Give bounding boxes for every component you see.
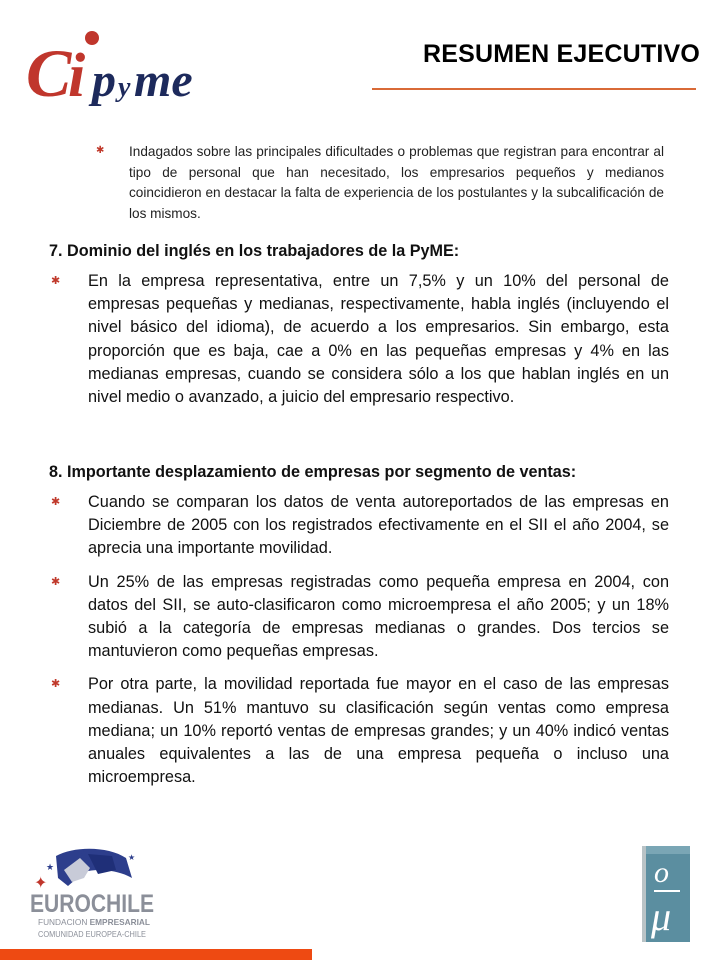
bottom-accent-bar xyxy=(0,949,312,960)
svg-text:★: ★ xyxy=(128,853,136,862)
svg-text:o: o xyxy=(654,856,669,889)
svg-text:★: ★ xyxy=(80,849,88,858)
eurochile-wordmark: EUROCHILE xyxy=(30,890,154,918)
star-bullet-icon: ✱ xyxy=(51,496,61,508)
page-title: RESUMEN EJECUTIVO xyxy=(422,40,700,68)
eurochile-tagline-2: COMUNIDAD EUROPEA-CHILE xyxy=(38,929,147,939)
star-bullet-icon: ✱ xyxy=(96,145,105,156)
list-item xyxy=(49,673,669,789)
list-item xyxy=(49,571,669,664)
star-bullet-icon: ✱ xyxy=(51,678,61,691)
list-item xyxy=(49,491,669,561)
intro-paragraph xyxy=(96,142,664,224)
item-text: En la empresa representativa, entre un 7,5% y un 10% del personal de empresas pequeñas y medianas, respectivamente, habla inglés (incluyendo el nivel básico del idioma), de acuerdo a los empresarios. Sin embargo, esta proporción que es baja, cae a 0% en las pequeñas empresas y 4% en las medianas empresas, cuando se considera sólo a los que hablan inglés en un nivel medio o avanzado, a juicio del empresario respectivo. xyxy=(88,272,669,407)
cipyme-logo xyxy=(22,22,212,112)
eurochile-tagline-1: FUNDACION EMPRESARIAL xyxy=(38,917,152,927)
section-english xyxy=(49,240,669,419)
item-text: Cuando se comparan los datos de venta autoreportados de las empresas en Diciembre de 2005 con los registrados efectivamente en el SII el año 2004, se aprecia una importante movilidad. xyxy=(88,493,669,558)
section-sales-mobility xyxy=(49,461,669,799)
section-heading: 8. Importante desplazamiento de empresas por segmento de ventas: xyxy=(49,463,577,481)
item-text: Por otra parte, la movilidad reportada fue mayor en el caso de las empresas medianas. Un 51% mantuvo su clasificación según ventas como empresa mediana; un 10% reportó ventas de empresas grandes; y un 40% indicó ventas anuales equivalentes a las de una empresa pequeña o incluso una microempresa. xyxy=(88,675,669,787)
star-bullet-icon: ✱ xyxy=(51,575,61,588)
mu-logo xyxy=(642,846,690,942)
eurochile-logo xyxy=(28,848,158,946)
svg-text:y: y xyxy=(118,72,131,103)
title-underline xyxy=(372,88,696,90)
star-bullet-icon: ✱ xyxy=(51,275,61,287)
item-text: Un 25% de las empresas registradas como pequeña empresa en 2004, con datos del SII, se auto-clasificaron como microempresa el año 2005; y un 18% subió a la categoría de empresas medianas o grandes. Dos tercios se mantuvieron como pequeñas empresas. xyxy=(88,572,669,661)
svg-text:μ: μ xyxy=(651,894,672,939)
svg-text:i: i xyxy=(68,42,86,110)
svg-text:✦: ✦ xyxy=(34,875,48,892)
svg-text:★: ★ xyxy=(46,862,55,872)
svg-text:me: me xyxy=(134,54,193,107)
section-heading: 7. Dominio del inglés en los trabajadores de la PyME: xyxy=(49,242,460,260)
intro-text: Indagados sobre las principales dificultades o problemas que registran para encontrar al tipo de personal que han necesitado, los empresarios pequeños y medianos coincidieron en destacar la falta de experiencia de los postulantes y la subcalificación de los mismos. xyxy=(129,144,664,221)
list-item xyxy=(49,270,669,409)
svg-text:p: p xyxy=(92,54,116,107)
svg-text:C: C xyxy=(26,35,72,111)
